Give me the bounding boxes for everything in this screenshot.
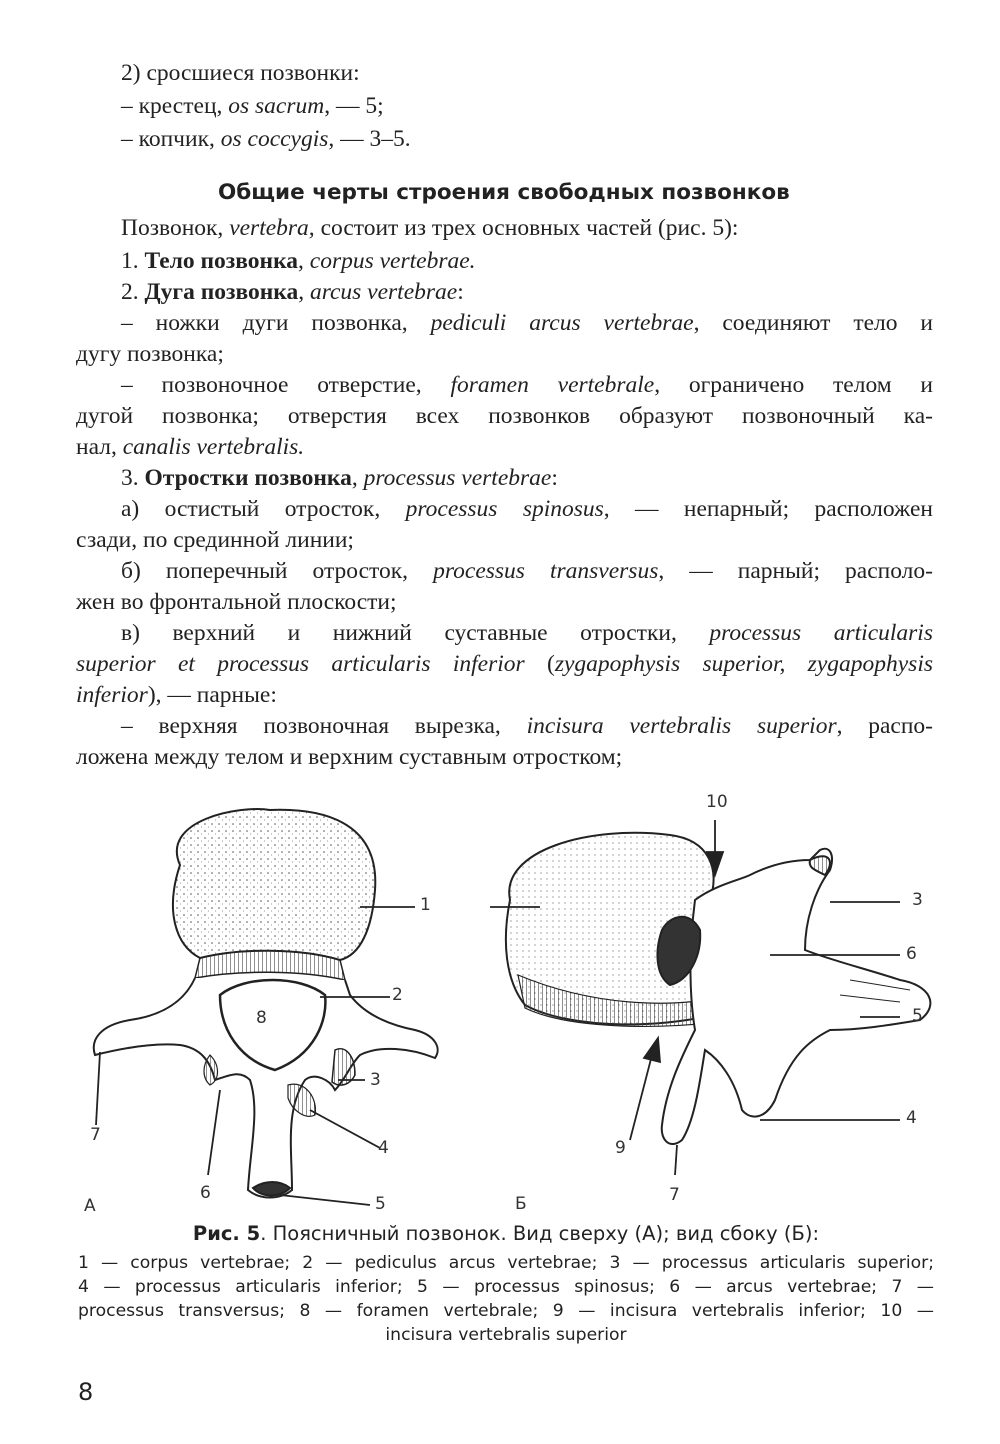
figure-label: 8 bbox=[256, 1008, 267, 1028]
paragraph-line: б) поперечный отросток, processus transversus, — парный; располо- bbox=[121, 558, 933, 584]
paragraph-line: Позвонок, vertebra, состоит из трех основных частей (рис. 5): bbox=[121, 215, 739, 241]
paragraph-line: inferior), — парные: bbox=[76, 682, 277, 708]
paragraph-line: 1. Тело позвонка, corpus vertebrae. bbox=[121, 248, 476, 274]
paragraph-line: в) верхний и нижний суставные отростки, processus articularis bbox=[121, 620, 933, 646]
figure-label: 7 bbox=[90, 1125, 101, 1145]
figure-label: 5 bbox=[912, 1006, 923, 1026]
list-line: – крестец, os sacrum, — 5; bbox=[121, 93, 384, 119]
figure-caption-line: processus transversus; 8 — foramen vertebrale; 9 — incisura vertebralis inferior; 10 — bbox=[78, 1301, 934, 1321]
figure-caption-line: 1 — corpus vertebrae; 2 — pediculus arcus vertebrae; 3 — processus articularis superior; bbox=[78, 1253, 934, 1273]
figure-label: 3 bbox=[370, 1070, 381, 1090]
figure-label: 10 bbox=[706, 792, 728, 812]
section-heading: Общие черты строения свободных позвонков bbox=[218, 180, 790, 205]
figure-label: 3 bbox=[912, 890, 923, 910]
vertebra-illustration bbox=[70, 780, 950, 1220]
figure-label: 6 bbox=[200, 1183, 211, 1203]
list-line: 2) сросшиеся позвонки: bbox=[121, 60, 360, 86]
panel-b-drawing bbox=[506, 833, 931, 1144]
figure-label: 5 bbox=[375, 1194, 386, 1214]
paragraph-line: дугой позвонка; отверстия всех позвонков образуют позвоночный ка- bbox=[76, 403, 933, 429]
panel-label: А bbox=[84, 1196, 96, 1216]
paragraph-line: ложена между телом и верхним суставным отростком; bbox=[76, 744, 623, 770]
figure-label: 4 bbox=[378, 1138, 389, 1158]
paragraph-line: 2. Дуга позвонка, arcus vertebrae: bbox=[121, 279, 464, 305]
vertebra-figure bbox=[70, 780, 950, 1220]
paragraph-line: – верхняя позвоночная вырезка, incisura vertebralis superior, распо- bbox=[121, 713, 933, 739]
figure-label: 7 bbox=[669, 1185, 680, 1205]
paragraph-line: – позвоночное отверстие, foramen vertebrale, ограничено телом и bbox=[121, 372, 933, 398]
paragraph-line: superior et processus articularis inferior (zygapophysis superior, zygapophysis bbox=[76, 651, 934, 677]
panel-label: Б bbox=[515, 1194, 527, 1214]
figure-label: 6 bbox=[906, 944, 917, 964]
paragraph-line: сзади, по срединной линии; bbox=[76, 527, 354, 553]
paragraph-line: 3. Отростки позвонка, processus vertebrae: bbox=[121, 465, 558, 491]
paragraph-line: жен во фронтальной плоскости; bbox=[76, 589, 397, 615]
figure-label: 4 bbox=[906, 1108, 917, 1128]
figure-label: 1 bbox=[420, 895, 431, 915]
paragraph-line: дугу позвонка; bbox=[76, 341, 224, 367]
page-number: 8 bbox=[78, 1378, 94, 1406]
list-line: – копчик, os coccygis, — 3–5. bbox=[121, 126, 411, 152]
figure-caption-line: 4 — processus articularis inferior; 5 — processus spinosus; 6 — arcus vertebrae; 7 — bbox=[78, 1277, 934, 1297]
figure-label: 2 bbox=[392, 985, 403, 1005]
figure-caption-line: incisura vertebralis superior bbox=[385, 1325, 627, 1345]
figure-label: 9 bbox=[615, 1138, 626, 1158]
paragraph-line: а) остистый отросток, processus spinosus, — непарный; расположен bbox=[121, 496, 933, 522]
paragraph-line: нал, canalis vertebralis. bbox=[76, 434, 305, 460]
figure-caption-title: Рис. 5. Поясничный позвонок. Вид сверху (А); вид сбоку (Б): bbox=[192, 1222, 820, 1245]
paragraph-line: – ножки дуги позвонка, pediculi arcus vertebrae, соединяют тело и bbox=[121, 310, 933, 336]
